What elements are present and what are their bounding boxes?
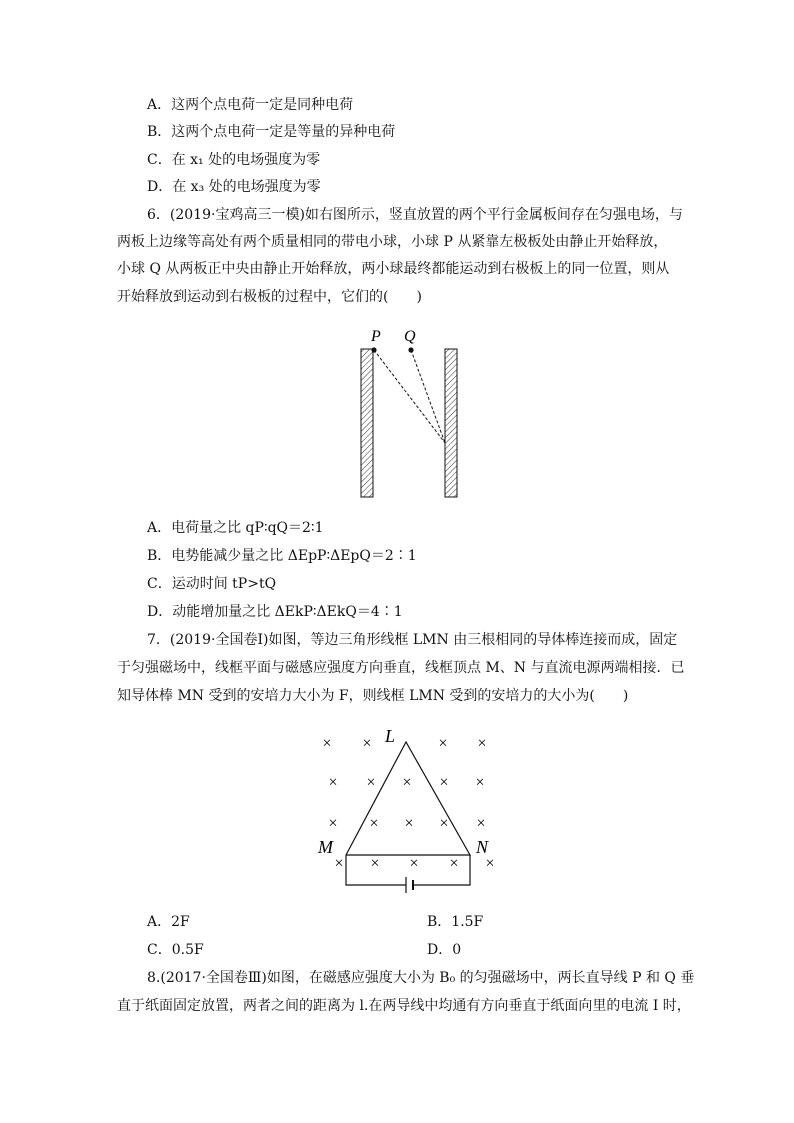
label-m: M (318, 837, 333, 857)
label-q: Q (404, 328, 416, 345)
path-p (374, 350, 445, 443)
q6-option-b: B．电势能减少量之比 ΔEpP∶ΔEpQ＝2∶1 (147, 548, 417, 564)
q7-stem-line-1: 7．(2019·全国卷Ⅰ)如图，等边三角形线框 LMN 由三根相同的导体棒连接而成，固定 (147, 632, 678, 648)
q7-option-a: A．2F (147, 914, 190, 930)
q7-stem-line-2: 于匀强磁场中，线框平面与磁感应强度方向垂直，线框顶点 M、N 与直流电源两端相接．已 (117, 660, 685, 676)
q6-plates-figure (340, 322, 480, 502)
ball-p (371, 347, 376, 352)
label-n: N (476, 837, 489, 857)
q7-option-c: C．0.5F (147, 942, 204, 958)
field-cross: × (402, 774, 412, 791)
q8-stem-line-1: 8.(2017·全国卷Ⅲ)如图，在磁感应强度大小为 B₀ 的匀强磁场中，两长直导线 P 和 Q 垂 (147, 970, 695, 986)
q6-stem-line-3: 小球 Q 从两板正中央由静止开始释放，两小球最终都能运动到右极板上的同一位置，则从 (117, 261, 670, 277)
field-cross: × (475, 774, 485, 791)
q6-option-d: D．动能增加量之比 ΔEkP∶ΔEkQ＝4∶1 (147, 604, 403, 620)
field-cross: × (438, 735, 448, 752)
q6-option-c: C．运动时间 tP>tQ (147, 576, 277, 592)
q8-stem-line-2: 直于纸面固定放置，两者之间的距离为 l.在两导线中均通有方向垂直于纸面向里的电流 I 时， (117, 998, 691, 1014)
field-cross: × (476, 815, 486, 832)
q7-option-b: B．1.5F (427, 914, 484, 930)
field-cross: × (362, 735, 372, 752)
field-cross: × (366, 774, 376, 791)
field-cross: × (334, 855, 344, 872)
right-plate (445, 349, 457, 497)
triangle-frame (346, 742, 470, 855)
field-cross: × (485, 855, 495, 872)
field-cross: × (328, 774, 338, 791)
circuit-wire-right (414, 855, 470, 885)
q5-option-c: C．在 x₁ 处的电场强度为零 (147, 152, 321, 168)
q6-stem-line-2: 两板上边缘等高处有两个质量相同的带电小球，小球 P 从紧靠左极板处由静止开始释放， (117, 234, 668, 250)
field-cross: × (322, 735, 332, 752)
field-cross: × (439, 815, 449, 832)
label-p: P (371, 328, 381, 345)
path-q (411, 350, 445, 443)
q6-stem-line-1: 6．(2019·宝鸡高三一模)如右图所示，竖直放置的两个平行金属板间存在匀强电场，与 (147, 207, 683, 223)
field-cross: × (449, 855, 459, 872)
q5-option-d: D．在 x₃ 处的电场强度为零 (147, 179, 321, 195)
left-plate (361, 349, 373, 497)
q6-stem-line-4: 开始释放到运动到右极板的过程中，它们的( ) (117, 289, 422, 305)
field-cross: × (369, 815, 379, 832)
q7-stem-line-3: 知导体棒 MN 受到的安培力大小为 F，则线框 LMN 受到的安培力的大小为( ) (117, 688, 629, 704)
q7-option-d: D．0 (427, 942, 462, 958)
label-l: L (385, 726, 396, 746)
field-cross: × (328, 815, 338, 832)
field-cross: × (477, 735, 487, 752)
ball-q (408, 347, 413, 352)
field-cross: × (409, 855, 419, 872)
q7-triangle-figure (310, 722, 510, 897)
field-cross: × (370, 855, 380, 872)
field-cross: × (404, 815, 414, 832)
q5-option-a: A．这两个点电荷一定是同种电荷 (147, 97, 354, 113)
field-cross: × (439, 774, 449, 791)
q6-option-a: A．电荷量之比 qP∶qQ＝2∶1 (147, 520, 324, 536)
q5-option-b: B．这两个点电荷一定是等量的异种电荷 (147, 124, 396, 140)
